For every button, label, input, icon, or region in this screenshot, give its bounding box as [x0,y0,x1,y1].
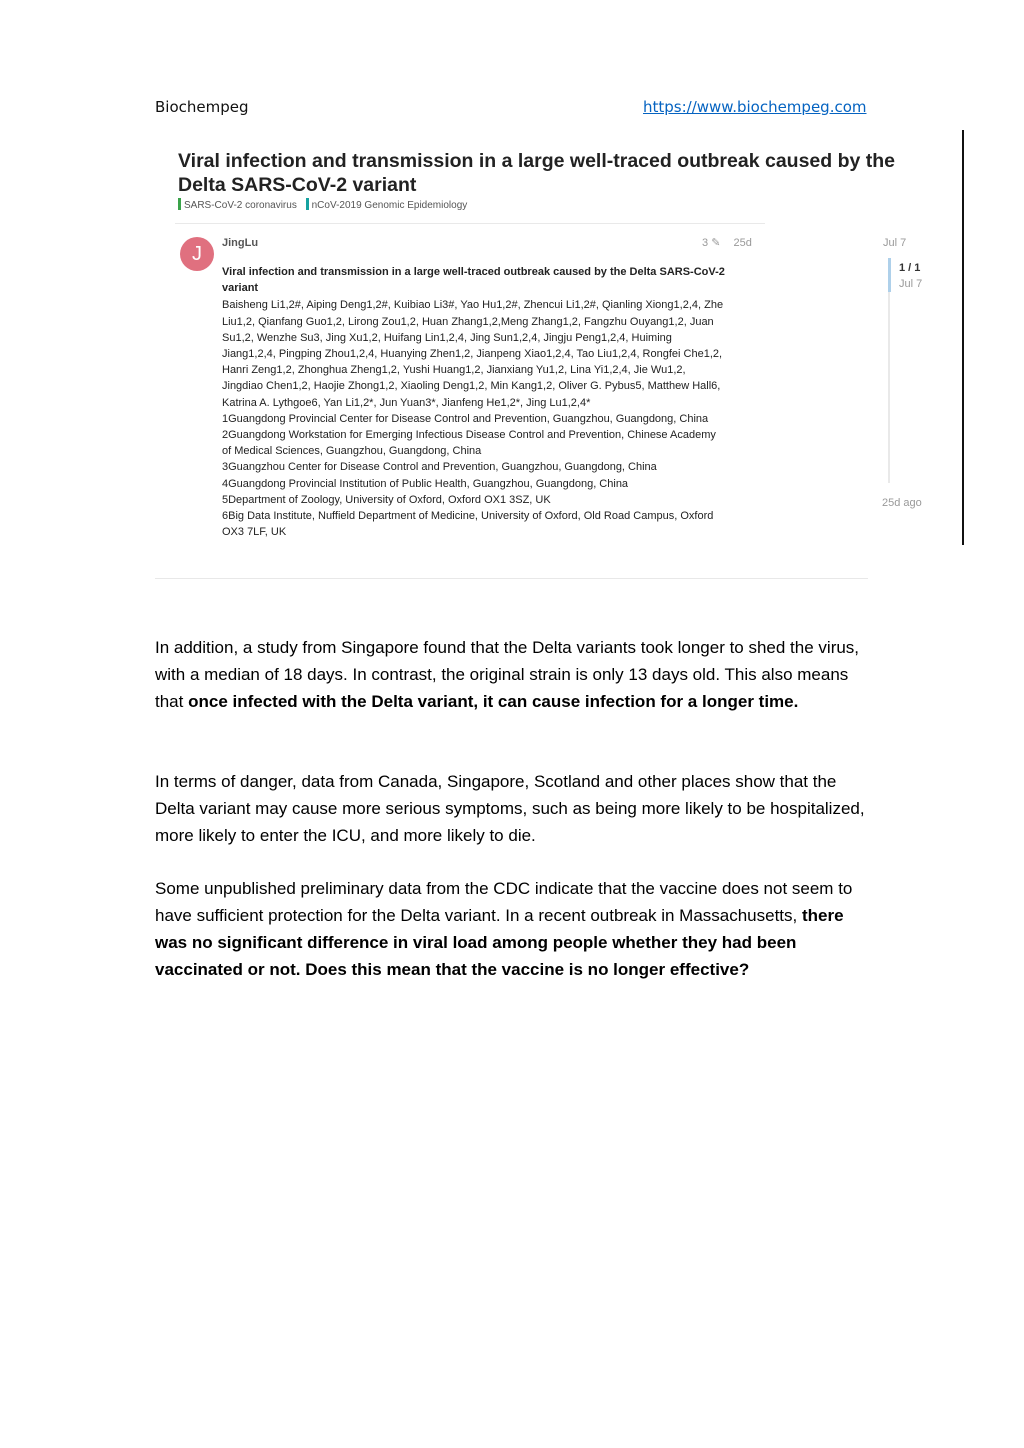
topic-title [178,149,938,197]
post-line: 5Department of Zoology, University of Oxford, Oxford OX1 3SZ, UK [222,493,551,506]
paragraph-text: In addition, a study from Singapore found that the Delta variants took longer to shed the virus, with a median of 18 days. In contrast, the original strain is only 13 days old. This also means that [155,638,860,711]
divider [175,223,765,224]
timeline-start-date[interactable]: Jul 7 [883,237,907,249]
post-line: Hanri Zeng1,2, Zhonghua Zheng1,2, Yushi Huang1,2, Jianxiang Yu1,2, Lina Yi1,2,4, Jie Wu1,2, [222,364,686,377]
post-line: Katrina A. Lythgoe6, Yan Li1,2*, Jun Yuan3*, Jianfeng He1,2*, Jing Lu1,2,4* [222,396,591,409]
post-line: 3Guangzhou Center for Disease Control and Prevention, Guangzhou, Guangdong, China [222,461,657,474]
timeline-end-date[interactable]: 25d ago [882,497,922,509]
post-body [222,264,762,540]
avatar[interactable]: J [180,237,214,271]
category-label: SARS-CoV-2 coronavirus [184,200,297,211]
post-line: OX3 7LF, UK [222,526,287,539]
post-line: 4Guangdong Provincial Institution of Public Health, Guangzhou, Guangdong, China [222,477,629,490]
post-line: Jiang1,2,4, Pingping Zhou1,2,4, Huanying Zhen1,2, Jianpeng Xiao1,2,4, Tao Liu1,2,4, Rongfei Che1,2, [222,348,723,361]
embedded-forum-screenshot [175,140,965,545]
post-heading-line: variant [222,282,259,295]
post-heading [222,264,762,296]
post-line: Jingdiao Chen1,2, Haojie Zhong1,2, Xiaoling Deng1,2, Min Kang1,2, Oliver G. Pybus5, Matthew Hall6, [222,380,721,393]
category-label: nCoV-2019 Genomic Epidemiology [311,200,468,211]
edit-count[interactable]: 3 [702,237,709,249]
post-line: Su1,2, Wenzhe Su3, Jing Xu1,2, Huifang Lin1,2,4, Jing Sun1,2,4, Jingju Peng1,2,4, Huiming [222,331,672,344]
category-badge[interactable] [178,198,297,211]
post-meta [702,236,752,249]
category-badges [178,198,473,211]
timeline-position-date: Jul 7 [899,278,923,290]
paragraph-cdc-data [155,875,875,983]
post-line: Liu1,2, Qianfang Guo1,2, Lirong Zou1,2, Huan Zhang1,2,Meng Zhang1,2, Fangzhu Ouyang1,2, Juan [222,315,714,328]
username[interactable]: JingLu [222,237,259,249]
category-color-bar [306,198,309,210]
paragraph-danger: In terms of danger, data from Canada, Singapore, Scotland and other places show that the Delta variant may cause more serious symptoms, such as being more likely to be hospitalized, more likely to enter the ICU, and more likely to die. [155,772,865,845]
post-age[interactable]: 25d [733,237,752,249]
category-color-bar [178,198,181,210]
paragraph-emphasis: there was no significant difference in viral load among people whether they had been vaccinated or not. Does this mean that the vaccine is no longer effective? [155,906,844,979]
post-heading-line: Viral infection and transmission in a large well-traced outbreak caused by the Delta SARS-CoV-2 [222,266,725,278]
pencil-icon[interactable]: ✎ [711,237,721,249]
header-brand: Biochempeg [155,98,249,116]
horizontal-rule [155,578,868,579]
post-lines [222,297,762,540]
paragraph-text: Some unpublished preliminary data from the CDC indicate that the vaccine does not seem to have sufficient protection for the Delta variant. In a recent outbreak in Massachusetts, [155,879,853,925]
timeline-handle[interactable] [888,258,891,292]
topic-title-line: Delta SARS-CoV-2 variant [178,174,417,196]
post-line: 1Guangdong Provincial Center for Disease Control and Prevention, Guangzhou, Guangdong, China [222,412,709,425]
timeline-position: 1 / 1 [899,262,921,274]
paragraph-delta-shedding [155,634,875,715]
header-link[interactable]: https://www.biochempeg.com [643,98,867,116]
paragraph-emphasis: once infected with the Delta variant, it can cause infection for a longer time. [188,692,799,711]
category-badge[interactable] [306,198,468,211]
post-line: Baisheng Li1,2#, Aiping Deng1,2#, Kuibiao Li3#, Yao Hu1,2#, Zhencui Li1,2#, Qianling Xiong1,2,4, Zhe [222,299,724,312]
post-line: 6Big Data Institute, Nuffield Department of Medicine, University of Oxford, Old Road Campus, Oxford [222,510,714,523]
post-line: of Medical Sciences, Guangzhou, Guangdong, China [222,445,482,458]
topic-title-line: Viral infection and transmission in a large well-traced outbreak caused by the [178,150,896,172]
vertical-rule [962,130,964,545]
post-line: 2Guangdong Workstation for Emerging Infectious Disease Control and Prevention, Chinese Academy [222,429,716,442]
